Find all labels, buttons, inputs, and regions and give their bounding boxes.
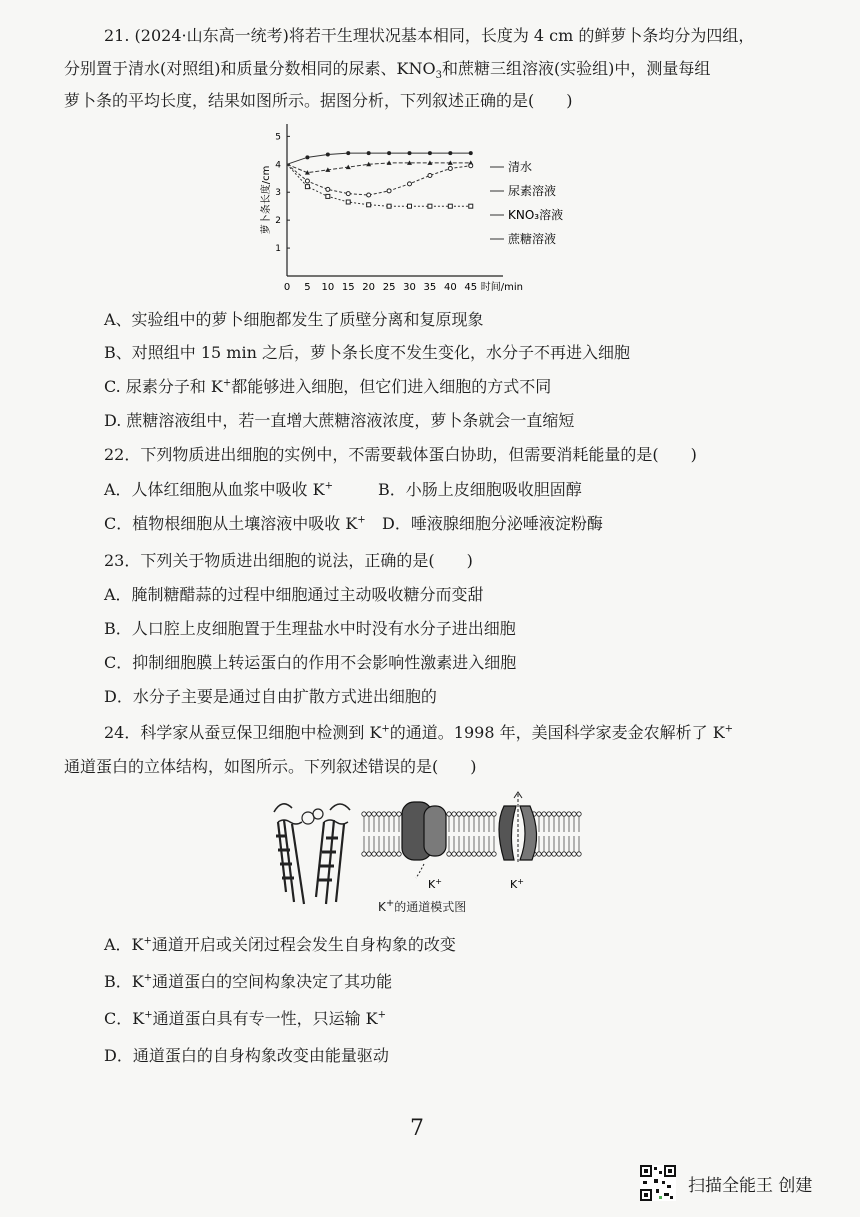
legend-entry: 尿素溶液 (508, 184, 557, 198)
data-point (367, 151, 371, 155)
q23-option-a: A．腌制糖醋蒜的过程中细胞通过主动吸收糖分而变甜 (104, 585, 484, 604)
lipid-head (562, 852, 566, 856)
x-tick-label: 45 (464, 282, 478, 293)
q21-stem-line3: 萝卜条的平均长度，结果如图所示。据图分析，下列叙述正确的是( ) (64, 91, 573, 110)
lipid-head (472, 852, 476, 856)
y-tick-label: 4 (275, 160, 281, 171)
page-number: 7 (410, 1116, 424, 1141)
q21-line-chart (255, 120, 564, 300)
y-tick-label: 2 (275, 216, 281, 227)
q22-option-b: B．小肠上皮细胞吸收胆固醇 (378, 480, 582, 499)
q24-option-c: C．K+通道蛋白具有专一性，只运输 K+ (104, 1009, 387, 1028)
scanner-footer (640, 1165, 840, 1205)
series-line (287, 164, 471, 195)
lipid-head (472, 812, 476, 816)
legend-entry: 蔗糖溶液 (508, 232, 557, 246)
lipid-head (492, 812, 496, 816)
q21-stem-line1: 21. (2024·山东高一统考)将若干生理状况基本相同，长度为 4 cm 的鲜萝卜条均分为四组， (104, 26, 755, 45)
data-point (448, 204, 452, 208)
lipid-head (452, 852, 456, 856)
q24-option-b: B．K+通道蛋白的空间构象决定了其功能 (104, 972, 393, 991)
data-point (448, 151, 452, 155)
y-tick-label: 1 (275, 244, 281, 255)
lipid-head (397, 852, 401, 856)
phospholipid-bilayer (362, 812, 581, 856)
lipid-head (567, 852, 571, 856)
series-line (287, 163, 471, 173)
q22-option-a: A．人体红细胞从血浆中吸收 K+ (104, 480, 333, 499)
lipid-head (547, 852, 551, 856)
lipid-head (542, 852, 546, 856)
lipid-head (467, 852, 471, 856)
lipid-head (362, 812, 366, 816)
lipid-head (367, 812, 371, 816)
k-ion-label-closed: K+ (428, 876, 442, 891)
lipid-head (557, 812, 561, 816)
lipid-head (537, 852, 541, 856)
q21-stem-line2: 分别置于清水(对照组)和质量分数相同的尿素、$KNO_3$和蔗糖三组溶液(实验组)中，测量每组 (64, 59, 711, 82)
data-point (367, 193, 371, 197)
figure-caption: K+的通道模式图 (378, 898, 467, 914)
lipid-head (397, 812, 401, 816)
q24-option-a: A．K+通道开启或关闭过程会发生自身构象的改变 (104, 935, 456, 954)
lipid-head (487, 852, 491, 856)
lipid-head (482, 812, 486, 816)
q21-option-d: D. 蔗糖溶液组中，若一直增大蔗糖溶液浓度，萝卜条就会一直缩短 (104, 411, 575, 430)
legend-entry: KNO₃溶液 (508, 208, 564, 222)
q22-stem: 22．下列物质进出细胞的实例中，不需要载体蛋白协助，但需要消耗能量的是( ) (104, 445, 697, 464)
data-point (469, 151, 473, 155)
lipid-head (542, 812, 546, 816)
chart-legend (490, 159, 563, 246)
data-point (305, 179, 309, 183)
lipid-head (457, 812, 461, 816)
lipid-head (492, 852, 496, 856)
q21-option-c: C. 尿素分子和 K+都能够进入细胞，但它们进入细胞的方式不同 (104, 377, 552, 396)
lipid-head (552, 812, 556, 816)
y-tick-label: 5 (275, 132, 281, 143)
data-point (408, 182, 412, 186)
lipid-head (477, 812, 481, 816)
x-tick-label: 5 (304, 282, 311, 293)
data-point (387, 204, 391, 208)
lipid-head (447, 852, 451, 856)
data-point (428, 173, 432, 177)
lipid-head (547, 812, 551, 816)
lipid-head (372, 852, 376, 856)
data-point (469, 164, 473, 168)
open-channel-protein (499, 792, 537, 862)
data-point (305, 185, 309, 189)
x-axis-label: 时间/min (480, 282, 523, 293)
k-ion-label-open: K+ (510, 876, 524, 891)
qr-code-icon (640, 1165, 676, 1201)
data-point (469, 204, 473, 208)
closed-channel-protein (402, 802, 446, 878)
lipid-head (377, 812, 381, 816)
lipid-head (482, 852, 486, 856)
q24-stem-line1: 24．科学家从蚕豆保卫细胞中检测到 K+的通道。1998 年，美国科学家麦金农解析了 K+ (104, 723, 734, 742)
series-line (287, 164, 471, 206)
lipid-head (577, 852, 581, 856)
lipid-head (362, 852, 366, 856)
y-axis-label: 萝卜条长度/cm (261, 165, 272, 235)
x-tick-label: 10 (321, 282, 335, 293)
data-point (428, 151, 432, 155)
x-tick-label: 30 (403, 282, 416, 293)
lipid-head (447, 812, 451, 816)
lipid-head (382, 812, 386, 816)
lipid-head (572, 812, 576, 816)
lipid-head (552, 852, 556, 856)
lipid-head (467, 812, 471, 816)
lipid-head (387, 852, 391, 856)
data-point (408, 151, 412, 155)
x-tick-label: 0 (283, 282, 291, 293)
lipid-head (567, 812, 571, 816)
lipid-head (377, 852, 381, 856)
lipid-head (387, 812, 391, 816)
protein-structure-illustration (274, 804, 350, 904)
lipid-head (382, 852, 386, 856)
q23-option-c: C．抑制细胞膜上转运蛋白的作用不会影响性激素进入细胞 (104, 653, 517, 672)
q22-option-d: D．唾液腺细胞分泌唾液淀粉酶 (382, 514, 603, 533)
data-point (326, 153, 330, 157)
data-point (346, 200, 350, 204)
y-tick-label: 3 (275, 188, 281, 199)
q21-option-a: A、实验组中的萝卜细胞都发生了质壁分离和复原现象 (104, 310, 484, 329)
x-tick-label: 15 (341, 282, 355, 293)
q23-option-d: D．水分子主要是通过自由扩散方式进出细胞的 (104, 687, 437, 706)
chart-series (287, 151, 473, 208)
x-tick-label: 40 (443, 282, 457, 293)
lipid-head (577, 812, 581, 816)
x-tick-label: 25 (382, 282, 396, 293)
lipid-head (487, 812, 491, 816)
q24-stem-line2: 通道蛋白的立体结构，如图所示。下列叙述错误的是( ) (64, 757, 477, 776)
lipid-head (372, 812, 376, 816)
data-point (326, 194, 330, 198)
lipid-head (462, 812, 466, 816)
data-point (448, 166, 452, 170)
data-point (387, 189, 391, 193)
lipid-head (557, 852, 561, 856)
x-tick-label: 35 (423, 282, 437, 293)
q23-option-b: B．人口腔上皮细胞置于生理盐水中时没有水分子进出细胞 (104, 619, 516, 638)
q24-option-d: D．通道蛋白的自身构象改变由能量驱动 (104, 1046, 389, 1065)
lipid-head (392, 852, 396, 856)
lipid-head (452, 812, 456, 816)
q23-stem: 23．下列关于物质进出细胞的说法，正确的是( ) (104, 551, 473, 570)
scanner-app-label: 扫描全能王 创建 (688, 1176, 813, 1196)
data-point (408, 204, 412, 208)
legend-entry: 清水 (508, 160, 533, 174)
lipid-head (572, 852, 576, 856)
lipid-head (477, 852, 481, 856)
data-point (346, 151, 350, 155)
lipid-head (462, 852, 466, 856)
x-tick-label: 20 (362, 282, 376, 293)
lipid-head (537, 812, 541, 816)
data-point (387, 151, 391, 155)
data-point (346, 192, 350, 196)
lipid-head (392, 812, 396, 816)
data-point (326, 187, 330, 191)
data-point (305, 155, 309, 159)
data-point (367, 203, 371, 207)
data-point (428, 204, 432, 208)
q22-option-c: C．植物根细胞从土壤溶液中吸收 K+ (104, 514, 366, 533)
lipid-head (367, 852, 371, 856)
q21-option-b: B、对照组中 15 min 之后，萝卜条长度不发生变化，水分子不再进入细胞 (104, 343, 630, 362)
lipid-head (562, 812, 566, 816)
lipid-head (457, 852, 461, 856)
